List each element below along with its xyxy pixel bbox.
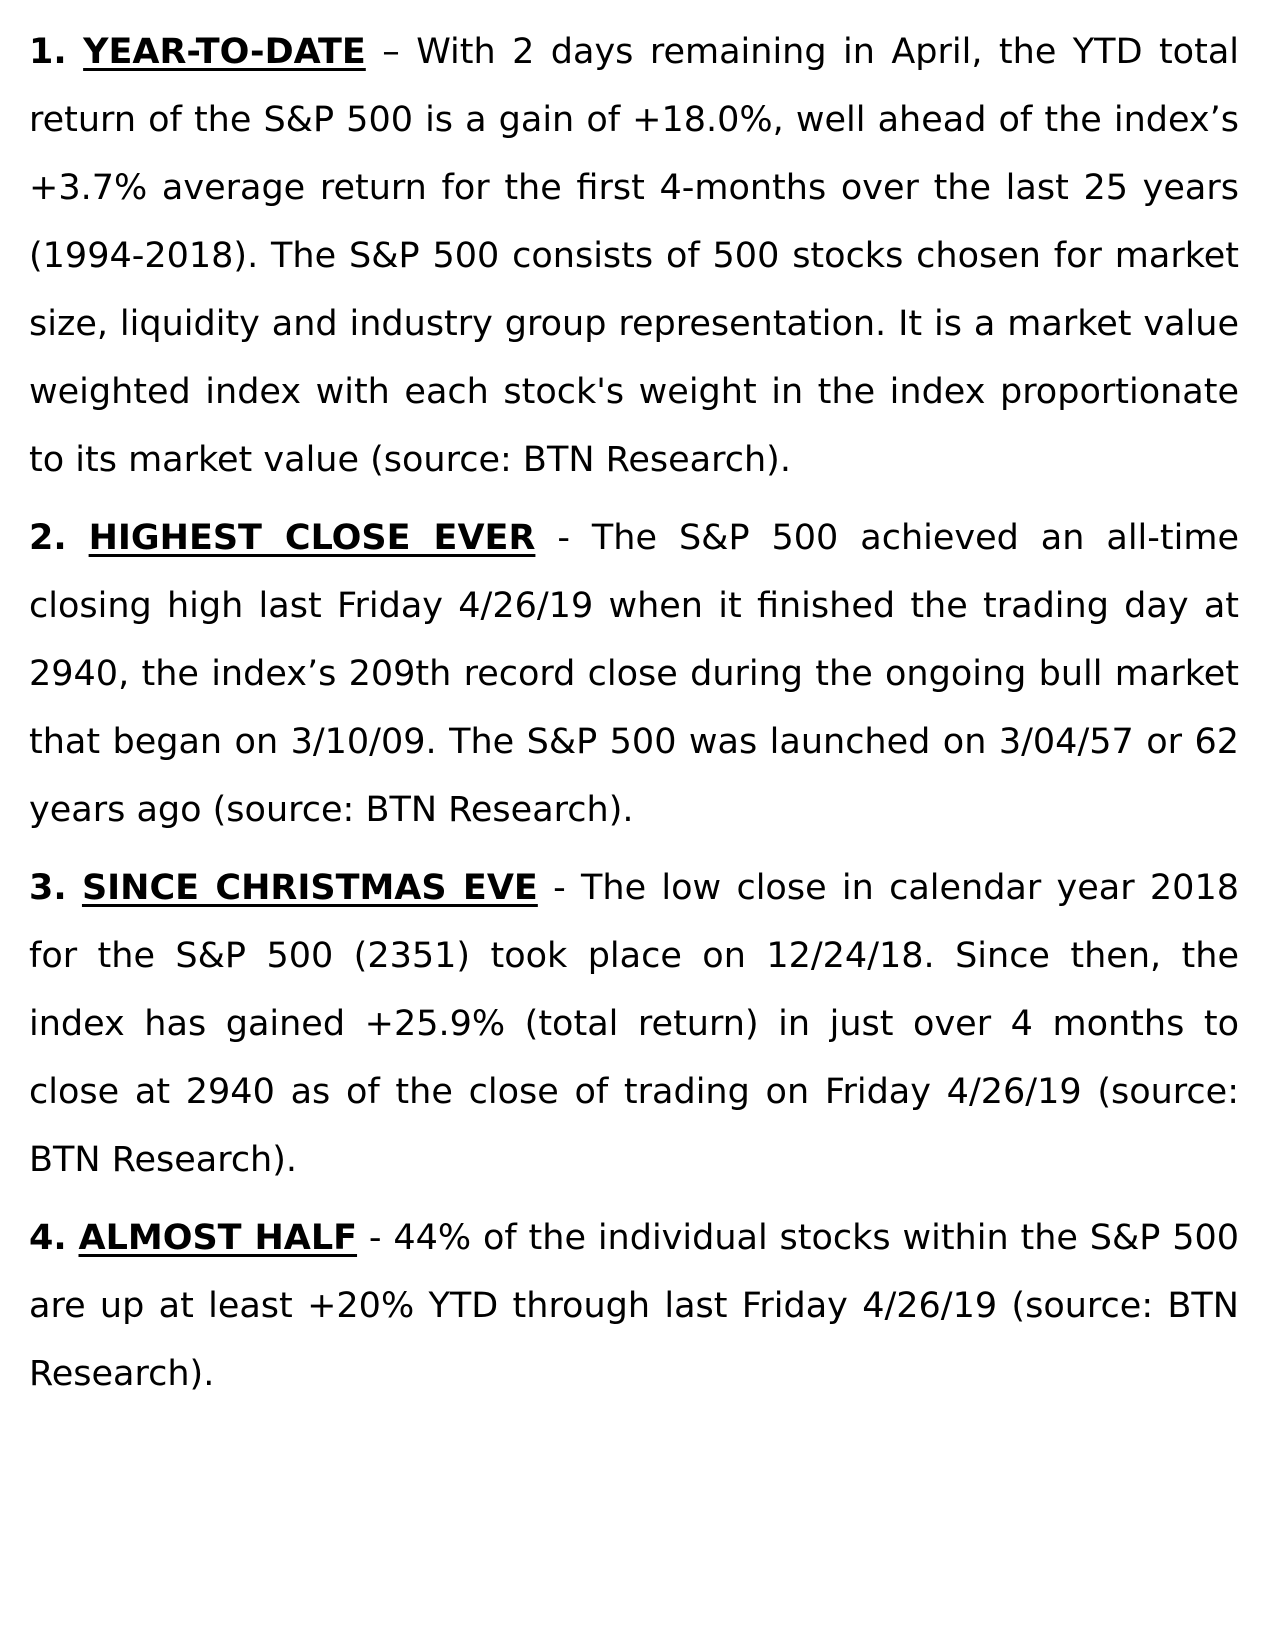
item-text: With 2 days remaining in April, the YTD total return of the S&P 500 is a gain of +18.0%, well ahead of the index’s +3.7% average return for the first 4-months over the last 25 years (1994-2018). The S&P 500 consists of 500 stocks chosen for market size, liquidity and industry group representation. It is a market value weighted index with each stock's weight in the index proportionate to its market value (source: BTN Research). [29, 32, 1239, 480]
document-page [29, 18, 1239, 1418]
item-number: 4. [29, 1218, 67, 1258]
item-separator: – [365, 32, 417, 72]
item-separator: - [537, 868, 582, 908]
list-item-since-christmas-eve [29, 854, 1239, 1194]
item-number: 1. [29, 32, 67, 72]
item-number: 2. [29, 518, 67, 558]
list-item-highest-close-ever [29, 504, 1239, 844]
list-item-year-to-date [29, 18, 1239, 494]
item-text: The low close in calendar year 2018 for the S&P 500 (2351) took place on 12/24/18. Since then, the index has gained +25.9% (total return) in just over 4 months to close at 2940 as of the close of trading on Friday 4/26/19 (source: BTN Research). [29, 868, 1239, 1180]
item-heading: ALMOST HALF [78, 1218, 358, 1258]
list-item-almost-half [29, 1204, 1239, 1408]
item-heading: SINCE CHRISTMAS EVE [81, 868, 538, 908]
item-separator: - [535, 518, 592, 558]
item-text: The S&P 500 achieved an all-time closing high last Friday 4/26/19 when it finished the trading day at 2940, the index’s 209th record close during the ongoing bull market that began on 3/10/09. The S&P 500 was launched on 3/04/57 or 62 years ago (source: BTN Research). [29, 518, 1239, 830]
item-heading: HIGHEST CLOSE EVER [88, 518, 536, 558]
item-number: 3. [29, 868, 67, 908]
item-separator: - [357, 1218, 394, 1258]
item-heading: YEAR-TO-DATE [83, 32, 366, 72]
item-text: 44% of the individual stocks within the S&P 500 are up at least +20% YTD through last Friday 4/26/19 (source: BTN Research). [29, 1218, 1239, 1394]
